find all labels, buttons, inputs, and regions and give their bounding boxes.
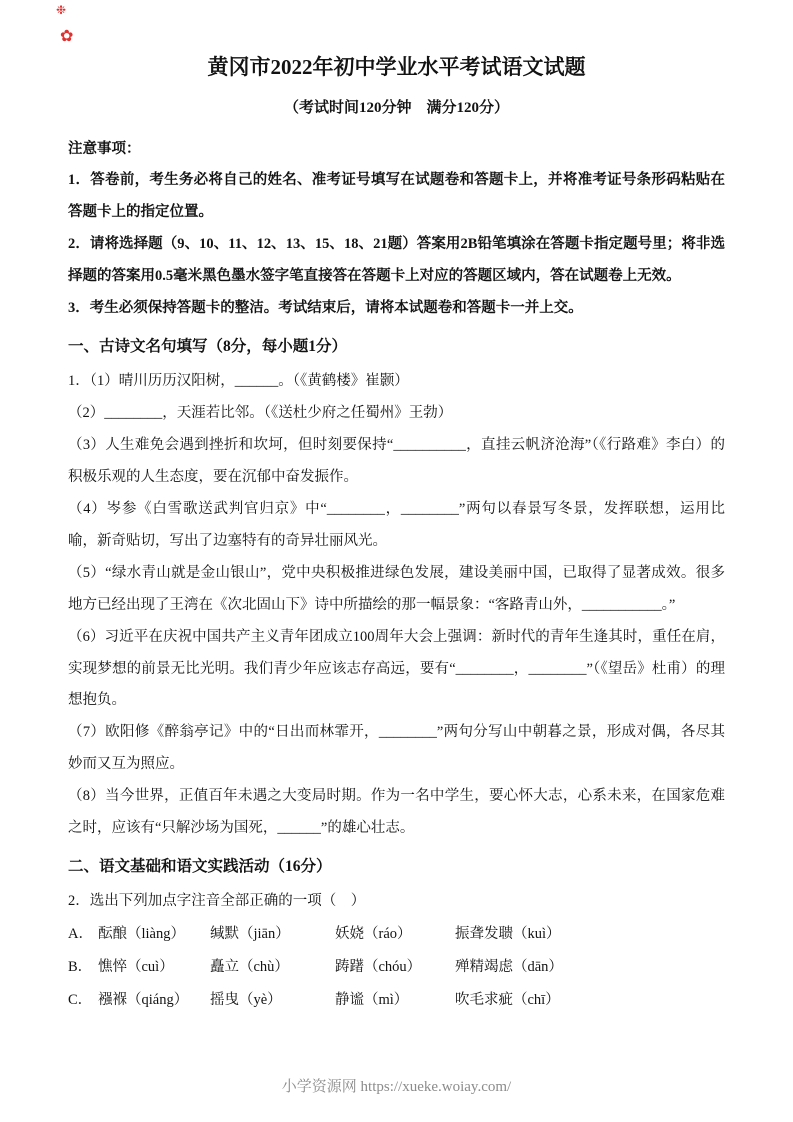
q2-option-c xyxy=(68,984,725,1017)
q2-stem: 2．选出下列加点字注音全部正确的一项（ ） xyxy=(68,893,366,910)
option-term: 踌躇（chóu） xyxy=(335,959,422,975)
exam-time-score: （考试时间120分钟 满分120分） xyxy=(283,99,509,116)
notice-item-1: 1．答卷前，考生务必将自己的姓名、准考证号填写在试题卷和答题卡上，并将准考证号条形码粘贴在答题卡上的指定位置。 xyxy=(68,172,725,221)
section1-heading: 一、古诗文名句填写（8分，每小题1分） xyxy=(68,337,348,355)
option-term: 缄默（jiān） xyxy=(210,926,290,943)
option-term: 矗立（chù） xyxy=(210,959,289,975)
option-term: 酝酿（liàng） xyxy=(98,926,185,943)
page-title: 黄冈市2022年初中学业水平考试语文试题 xyxy=(207,55,586,79)
option-term: 吹毛求疵（chī） xyxy=(455,991,560,1008)
option-label: C． xyxy=(68,991,93,1008)
q1-item-3: （3）人生难免会遇到挫折和坎坷，但时刻要保持“__________，直挂云帆济沧海”（《行路难》李白）的积极乐观的人生态度，要在沉郁中奋发振作。 xyxy=(68,437,725,486)
option-term: 振聋发聩（kuì） xyxy=(455,926,561,943)
option-term: 妖娆（ráo） xyxy=(335,926,412,943)
red-stamp-icon: ✿ xyxy=(60,26,74,45)
option-label: B． xyxy=(68,959,93,975)
q1-item-4: （4）岑参《白雪歌送武判官归京》中“________，________”两句以春景写冬景，发挥联想，运用比喻，新奇贴切，写出了边塞特有的奇异壮丽风光。 xyxy=(68,501,725,549)
q2-option-a xyxy=(68,918,725,951)
q1-item-2: （2）________，天涯若比邻。（《送杜少府之任蜀州》王勃） xyxy=(68,405,453,422)
notices-heading: 注意事项： xyxy=(68,140,141,157)
option-term: 摇曳（yè） xyxy=(210,991,282,1008)
q1-item-5: （5）“绿水青山就是金山银山”，党中央积极推进绿色发展，建设美丽中国，已取得了显著成效。很多地方已经出现了王湾在《次北固山下》诗中所描绘的那一幅景象：“客路青山外，___________。” xyxy=(68,564,725,613)
option-label: A． xyxy=(68,926,93,943)
option-term: 襁褓（qiáng） xyxy=(98,991,189,1008)
q1-item-1: 1．（1）晴川历历汉阳树，______。（《黄鹤楼》崔颢） xyxy=(68,373,409,390)
q1-item-7: （7）欧阳修《醉翁亭记》中的“日出而林霏开，________”两句分写山中朝暮之景，形成对偶，各尽其妙而又互为照应。 xyxy=(68,724,725,773)
option-term: 静谧（mì） xyxy=(335,991,409,1008)
q1-item-6: （6）习近平在庆祝中国共产主义青年团成立100周年大会上强调：新时代的青年生逢其时，重任在肩，实现梦想的前景无比光明。我们青少年应该志存高远，要有“________，________”（《望岳》杜甫）的理想抱负。 xyxy=(68,628,725,709)
q1-item-8: （8）当今世界，正值百年未遇之大变局时期。作为一名中学生，要心怀大志，心系未来，在国家危难之时，应该有“只解沙场为国死，______”的雄心壮志。 xyxy=(68,788,725,836)
red-stamp-icon: ❉ xyxy=(56,3,67,17)
notice-item-2: 2．请将选择题（9、10、11、12、13、15、18、21题）答案用2B铅笔填涂在答题卡指定题号里；将非选择题的答案用0.5毫米黑色墨水签字笔直接答在答题卡上对应的答题区域内，答在试题卷上无效。 xyxy=(68,236,725,285)
option-term: 殚精竭虑（dān） xyxy=(455,959,563,975)
section2-heading: 二、语文基础和语文实践活动（16分） xyxy=(68,857,332,875)
option-term: 憔悴（cuì） xyxy=(98,959,174,975)
q2-option-b xyxy=(68,951,725,984)
notice-item-3: 3．考生必须保持答题卡的整洁。考试结束后，请将本试题卷和答题卡一并上交。 xyxy=(68,299,583,316)
site-watermark-footer: 小学资源网 https://xueke.woiay.com/ xyxy=(281,1079,512,1095)
